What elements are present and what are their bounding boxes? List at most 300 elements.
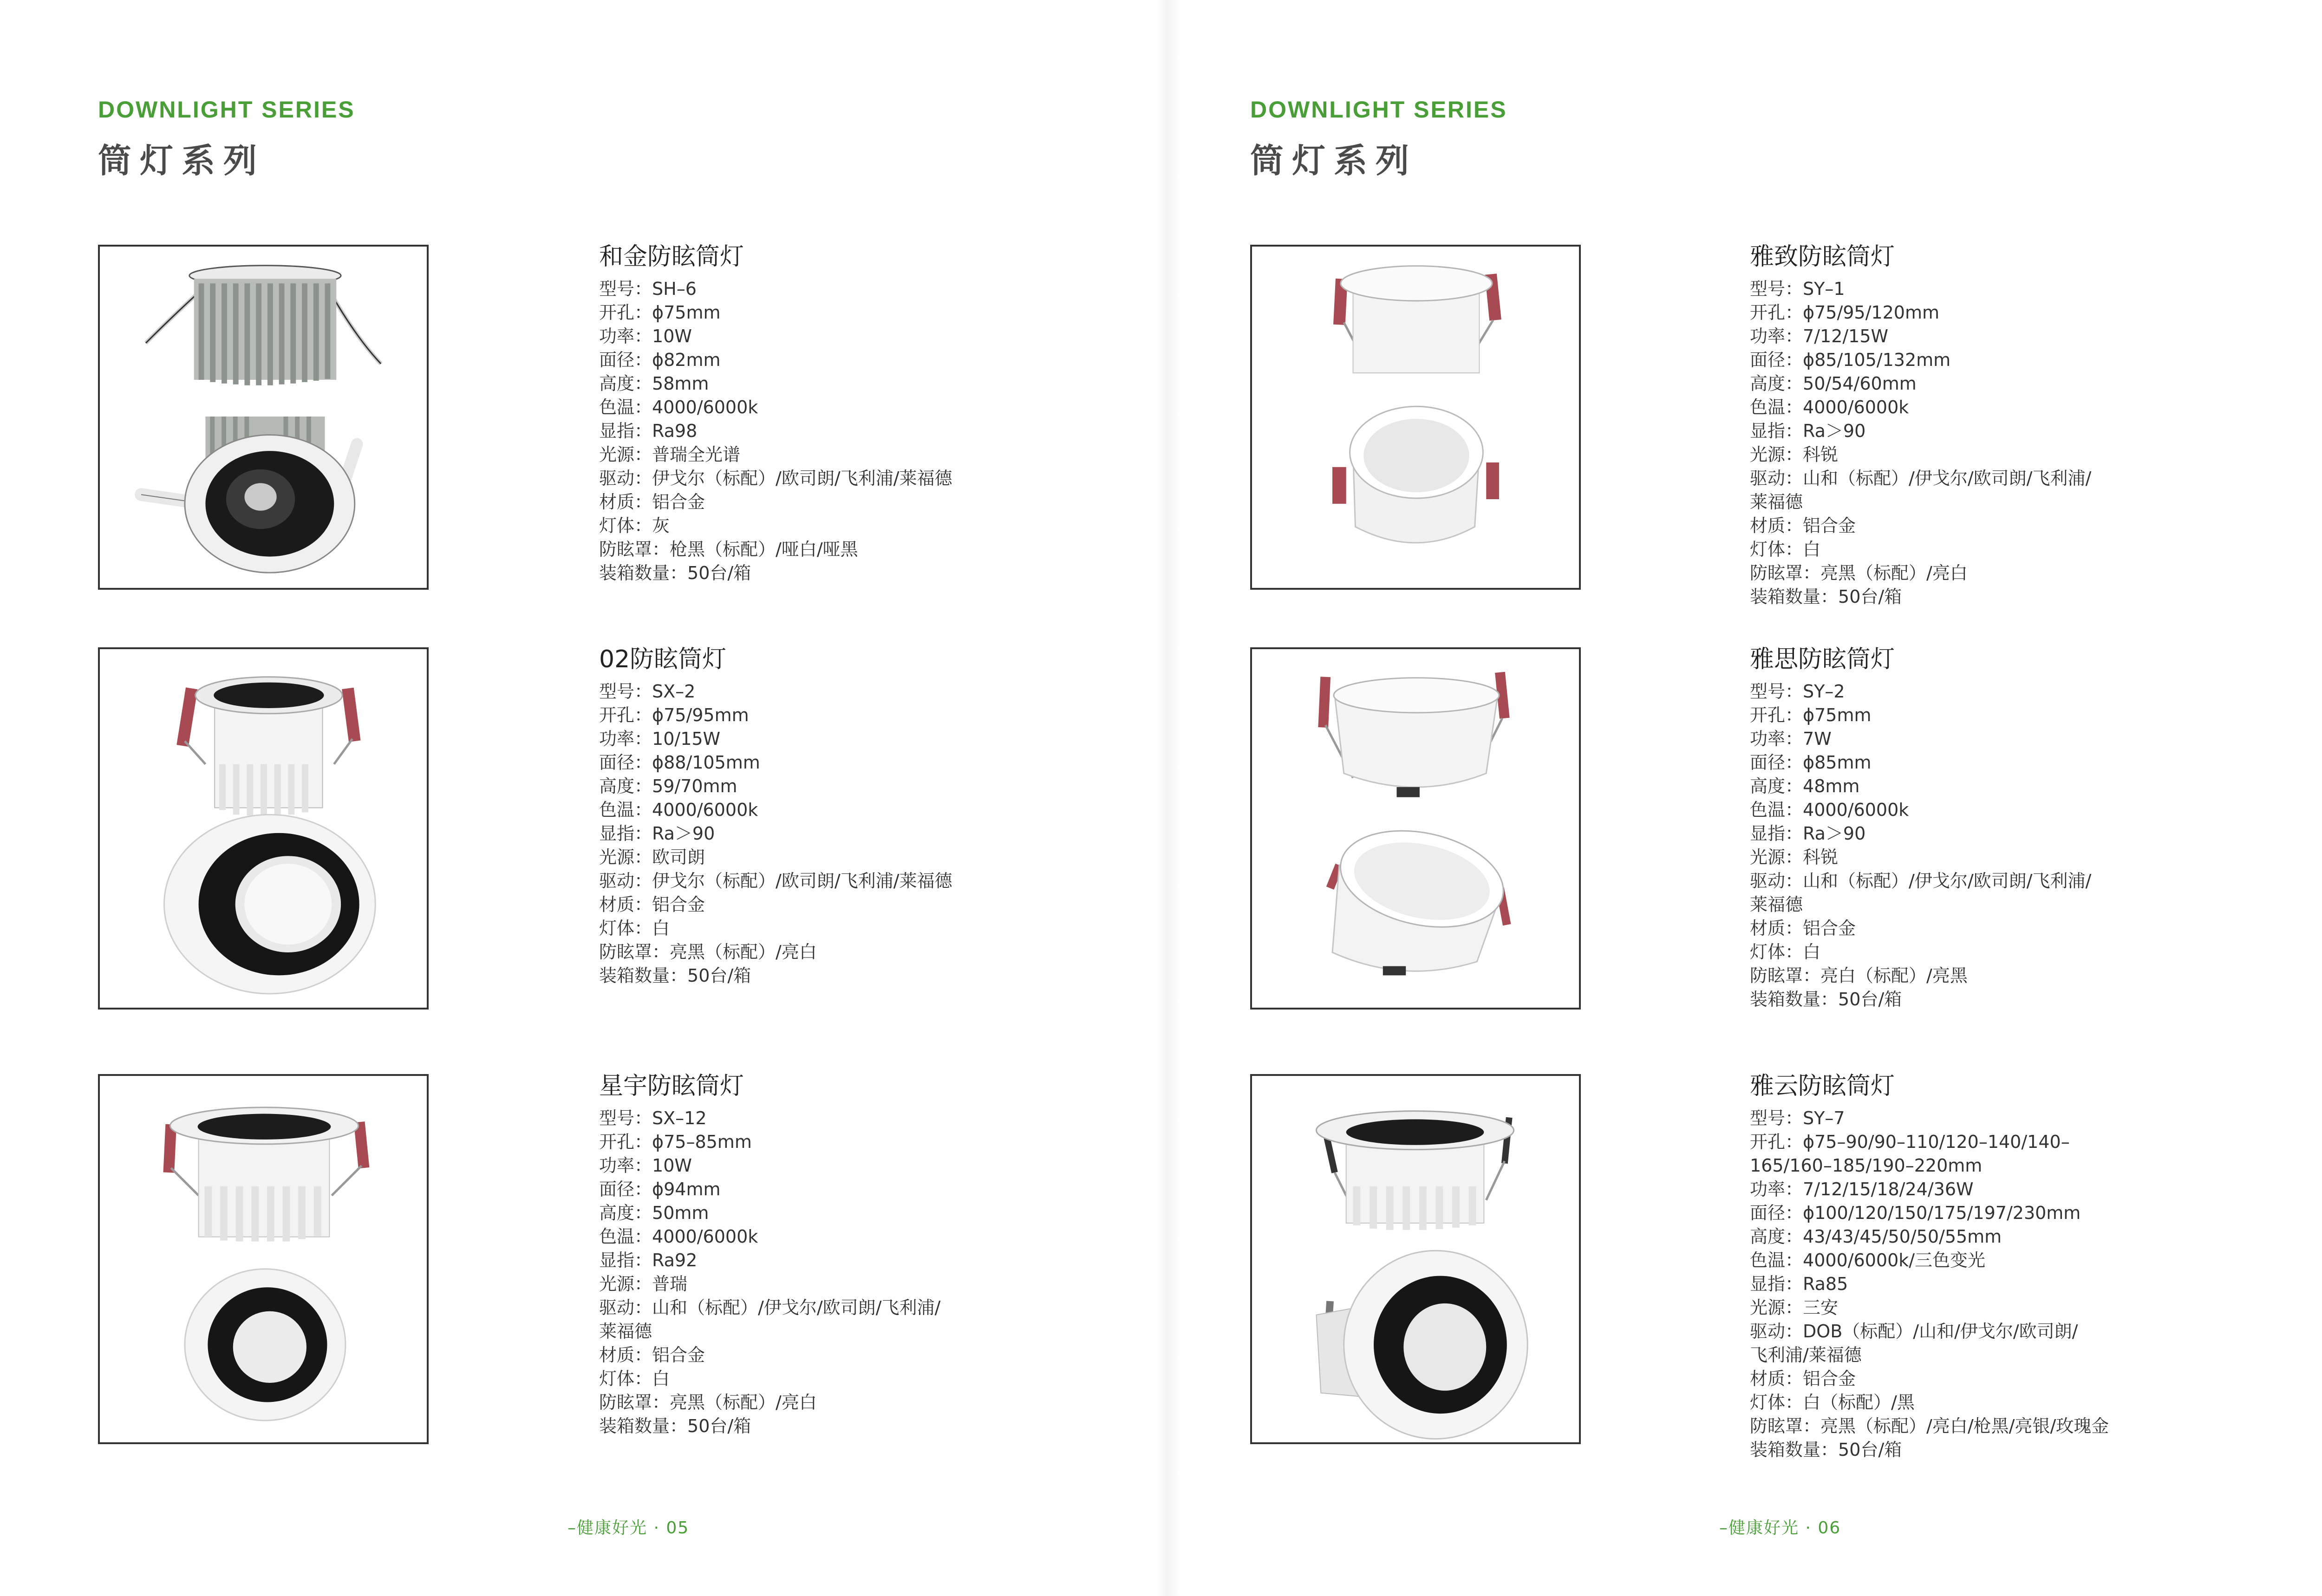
spec-label: 开孔 bbox=[599, 1132, 635, 1152]
spec-row bbox=[599, 1367, 940, 1391]
spec-value: SX–12 bbox=[652, 1108, 707, 1128]
spec-value: 白 bbox=[652, 1368, 670, 1389]
spec-value: 普瑞全光谱 bbox=[652, 444, 741, 465]
spec-label: 型号 bbox=[1750, 1108, 1786, 1128]
spec-row bbox=[599, 561, 952, 585]
spec-value: 50台/箱 bbox=[687, 1416, 751, 1436]
spec-label: 显指 bbox=[1750, 1274, 1786, 1294]
spec-value: SY–1 bbox=[1803, 279, 1845, 299]
spec-value: 铝合金 bbox=[652, 492, 705, 512]
spec-separator: ： bbox=[1785, 468, 1803, 489]
spec-label: 开孔 bbox=[1750, 302, 1786, 323]
spec-separator: ： bbox=[1785, 373, 1803, 394]
spec-separator: ： bbox=[1785, 302, 1803, 323]
spec-separator: ： bbox=[1785, 1203, 1803, 1223]
spec-row bbox=[599, 1107, 940, 1130]
spec-separator: ： bbox=[1785, 539, 1803, 560]
spec-value: ϕ75mm bbox=[1803, 705, 1872, 725]
spec-row bbox=[1750, 1107, 2109, 1130]
spec-label: 防眩罩 bbox=[1750, 965, 1803, 986]
spec-row bbox=[1750, 1201, 2109, 1225]
spec-row bbox=[599, 1178, 940, 1201]
spec-row bbox=[599, 1130, 940, 1154]
spec-label: 防眩罩 bbox=[1750, 1416, 1803, 1436]
spec-separator: ： bbox=[634, 421, 652, 441]
page-right bbox=[1168, 0, 2322, 1596]
spec-value: 白 bbox=[652, 918, 670, 938]
spec-row bbox=[1750, 1225, 2109, 1249]
spec-separator: ： bbox=[634, 681, 652, 702]
spec-row bbox=[1750, 1320, 2109, 1343]
spec-separator: ： bbox=[652, 1392, 670, 1413]
product-photo-sy1 bbox=[1250, 245, 1581, 590]
spec-label: 材质 bbox=[1750, 1368, 1786, 1389]
spec-separator: ： bbox=[634, 515, 652, 536]
spec-row bbox=[1750, 704, 2091, 727]
spec-label: 光源 bbox=[1750, 847, 1786, 867]
spec-row bbox=[599, 798, 952, 822]
spec-value: 48mm bbox=[1803, 776, 1860, 796]
spec-row bbox=[1750, 1367, 2109, 1391]
spec-separator: ： bbox=[634, 1274, 652, 1294]
spec-separator: ： bbox=[1785, 279, 1803, 299]
product-name: 雅思防眩筒灯 bbox=[1750, 645, 1895, 673]
spec-row bbox=[1750, 775, 2091, 798]
spec-separator: ： bbox=[634, 776, 652, 796]
spec-row bbox=[1750, 301, 2091, 325]
spec-separator: ： bbox=[634, 492, 652, 512]
spec-row bbox=[599, 348, 952, 372]
spec-separator: ： bbox=[1803, 965, 1821, 986]
spec-separator: ： bbox=[670, 563, 688, 583]
spec-separator: ： bbox=[634, 729, 652, 749]
spec-separator: ： bbox=[1785, 705, 1803, 725]
product-sx12 bbox=[599, 1074, 940, 1438]
spec-label: 功率 bbox=[599, 1155, 635, 1176]
spec-row bbox=[599, 1225, 940, 1249]
spec-label: 面径 bbox=[599, 350, 635, 370]
spec-label: 灯体 bbox=[1750, 539, 1786, 560]
spec-row bbox=[599, 490, 952, 514]
spec-label: 色温 bbox=[599, 1226, 635, 1247]
spec-value: 科锐 bbox=[1803, 444, 1839, 465]
spec-list bbox=[599, 680, 952, 988]
spec-label: 功率 bbox=[599, 326, 635, 346]
spec-separator: ： bbox=[634, 279, 652, 299]
product-name: 星宇防眩筒灯 bbox=[599, 1072, 744, 1100]
spec-label: 功率 bbox=[1750, 1179, 1786, 1199]
spec-row bbox=[1750, 514, 2091, 538]
spec-value: 4000/6000k bbox=[652, 800, 758, 820]
spec-value: 4000/6000k bbox=[652, 1226, 758, 1247]
spec-label: 面径 bbox=[1750, 752, 1786, 773]
spec-separator: ： bbox=[634, 1108, 652, 1128]
spec-value: 50台/箱 bbox=[687, 563, 751, 583]
spec-separator: ： bbox=[634, 444, 652, 465]
spec-label: 装箱数量 bbox=[1750, 586, 1821, 607]
spec-label: 材质 bbox=[599, 1345, 635, 1365]
series-title-cn: 筒灯系列 bbox=[1250, 141, 1418, 180]
spec-label: 高度 bbox=[1750, 373, 1786, 394]
spec-row bbox=[1750, 443, 2091, 467]
spec-label: 色温 bbox=[599, 800, 635, 820]
spec-label: 开孔 bbox=[599, 302, 635, 323]
spec-label: 高度 bbox=[599, 373, 635, 394]
product-name: 02防眩筒灯 bbox=[599, 645, 727, 673]
spec-value: 铝合金 bbox=[1803, 515, 1856, 536]
spec-row bbox=[599, 443, 952, 467]
spec-label: 型号 bbox=[599, 1108, 635, 1128]
spec-value: ϕ75–85mm bbox=[652, 1132, 752, 1152]
spec-label: 色温 bbox=[1750, 800, 1786, 820]
spec-separator: ： bbox=[1785, 847, 1803, 867]
spec-value: 灰 bbox=[652, 515, 670, 536]
spec-separator: ： bbox=[1785, 752, 1803, 773]
spec-value: ϕ100/120/150/175/197/230mm bbox=[1803, 1203, 2081, 1223]
spec-label: 材质 bbox=[1750, 918, 1786, 938]
spec-label: 灯体 bbox=[1750, 1392, 1786, 1413]
spec-label: 灯体 bbox=[1750, 942, 1786, 962]
spec-separator: ： bbox=[1785, 729, 1803, 749]
spec-separator: ： bbox=[1785, 326, 1803, 346]
spec-row bbox=[599, 893, 952, 917]
spec-value: 43/43/45/50/50/55mm bbox=[1803, 1226, 2002, 1247]
spec-separator: ： bbox=[1785, 1297, 1803, 1318]
spec-row bbox=[599, 751, 952, 775]
spec-row bbox=[599, 680, 952, 704]
spec-value: 山和（标配）/伊戈尔/欧司朗/飞利浦/ bbox=[1803, 871, 2092, 891]
spec-separator: ： bbox=[634, 918, 652, 938]
spec-separator: ： bbox=[634, 894, 652, 915]
spec-row bbox=[1750, 822, 2091, 846]
spec-label: 显指 bbox=[599, 421, 635, 441]
spec-separator: ： bbox=[634, 800, 652, 820]
spec-value: 普瑞 bbox=[652, 1274, 688, 1294]
spec-label: 防眩罩 bbox=[599, 539, 652, 560]
spec-separator: ： bbox=[634, 397, 652, 417]
spec-label: 驱动 bbox=[1750, 468, 1786, 489]
spec-row bbox=[599, 775, 952, 798]
spec-value: 亮黑（标配）/亮白 bbox=[670, 1392, 817, 1413]
spec-separator: ： bbox=[634, 326, 652, 346]
spec-list bbox=[599, 1107, 940, 1438]
spec-row bbox=[1750, 964, 2091, 988]
spec-row bbox=[599, 419, 952, 443]
spec-label: 型号 bbox=[599, 279, 635, 299]
spec-separator: ： bbox=[1785, 871, 1803, 891]
product-name: 雅云防眩筒灯 bbox=[1750, 1072, 1895, 1100]
product-photo-sy2 bbox=[1250, 647, 1581, 1010]
spec-label: 驱动 bbox=[1750, 1321, 1786, 1342]
spec-value: 7/12/15W bbox=[1803, 326, 1889, 346]
spec-row bbox=[1750, 727, 2091, 751]
spec-list bbox=[1750, 680, 2091, 1011]
spec-row bbox=[599, 396, 952, 419]
spec-separator: ： bbox=[652, 942, 670, 962]
spec-separator: ： bbox=[1785, 1274, 1803, 1294]
spec-separator: ： bbox=[634, 1203, 652, 1223]
spec-value: SH–6 bbox=[652, 279, 697, 299]
spec-value: 莱福德 bbox=[1750, 492, 1803, 512]
spec-separator: ： bbox=[634, 1250, 652, 1270]
spec-value: 莱福德 bbox=[599, 1321, 652, 1342]
spec-separator: ： bbox=[634, 468, 652, 489]
spec-label: 开孔 bbox=[599, 705, 635, 725]
spec-separator: ： bbox=[1785, 1368, 1803, 1389]
spec-value: ϕ88/105mm bbox=[652, 752, 760, 773]
spec-label: 驱动 bbox=[1750, 871, 1786, 891]
spec-label: 显指 bbox=[599, 823, 635, 844]
product-name: 和金防眩筒灯 bbox=[599, 243, 744, 271]
spec-separator: ： bbox=[634, 1179, 652, 1199]
spec-value: 莱福德 bbox=[1750, 894, 1803, 915]
spec-value: 铝合金 bbox=[1803, 1368, 1856, 1389]
spec-value: SY–7 bbox=[1803, 1108, 1845, 1128]
spec-label: 装箱数量 bbox=[599, 965, 670, 986]
spec-value: 三安 bbox=[1803, 1297, 1839, 1318]
spec-row bbox=[599, 846, 952, 869]
spec-row bbox=[1750, 680, 2091, 704]
spec-value: 50台/箱 bbox=[1838, 989, 1902, 1010]
spec-row bbox=[599, 1249, 940, 1272]
spec-value: 4000/6000k bbox=[1803, 800, 1909, 820]
spec-separator: ： bbox=[1803, 1416, 1821, 1436]
spec-label: 光源 bbox=[599, 444, 635, 465]
product-sh6 bbox=[599, 245, 952, 585]
spec-label: 灯体 bbox=[599, 918, 635, 938]
spec-value: 165/160–185/190–220mm bbox=[1750, 1155, 1983, 1176]
spec-label: 型号 bbox=[599, 681, 635, 702]
spec-value: 4000/6000k/三色变光 bbox=[1803, 1250, 1986, 1270]
spec-separator: ： bbox=[1785, 1392, 1803, 1413]
spec-label: 开孔 bbox=[1750, 705, 1786, 725]
product-sy1 bbox=[1750, 245, 2091, 609]
spec-row bbox=[1750, 585, 2091, 609]
spec-row bbox=[599, 1320, 940, 1343]
spec-row bbox=[599, 1201, 940, 1225]
spec-separator: ： bbox=[634, 302, 652, 323]
spec-value: SX–2 bbox=[652, 681, 696, 702]
spec-row bbox=[1750, 1296, 2109, 1320]
spec-separator: ： bbox=[634, 1132, 652, 1152]
spec-row bbox=[599, 1414, 940, 1438]
spec-label: 面径 bbox=[599, 1179, 635, 1199]
spec-separator: ： bbox=[634, 823, 652, 844]
spec-value: 伊戈尔（标配）/欧司朗/飞利浦/莱福德 bbox=[652, 468, 952, 489]
spec-label: 装箱数量 bbox=[1750, 989, 1821, 1010]
spec-value: SY–2 bbox=[1803, 681, 1845, 702]
product-photo-sx12 bbox=[98, 1074, 429, 1444]
spec-list bbox=[1750, 1107, 2109, 1462]
spec-value: Ra＞90 bbox=[1803, 421, 1866, 441]
spec-row bbox=[599, 1272, 940, 1296]
spec-separator: ： bbox=[1820, 1440, 1839, 1460]
spec-separator: ： bbox=[1820, 989, 1839, 1010]
series-title-cn: 筒灯系列 bbox=[98, 141, 266, 180]
spec-row bbox=[1750, 325, 2091, 348]
spec-value: Ra＞90 bbox=[1803, 823, 1866, 844]
spec-value: 亮白（标配）/亮黑 bbox=[1820, 965, 1968, 986]
spec-value: ϕ75mm bbox=[652, 302, 721, 323]
spec-label: 驱动 bbox=[599, 1297, 635, 1318]
spec-value: 铝合金 bbox=[652, 1345, 705, 1365]
spec-value: Ra98 bbox=[652, 421, 698, 441]
spec-separator: ： bbox=[670, 965, 688, 986]
product-photo-sx2 bbox=[98, 647, 429, 1010]
spec-label: 型号 bbox=[1750, 279, 1786, 299]
spec-separator: ： bbox=[1785, 1108, 1803, 1128]
spec-value: 铝合金 bbox=[652, 894, 705, 915]
spec-separator: ： bbox=[1785, 1179, 1803, 1199]
spec-row bbox=[599, 514, 952, 538]
spec-separator: ： bbox=[1785, 776, 1803, 796]
spec-label: 面径 bbox=[599, 752, 635, 773]
spec-row bbox=[1750, 1272, 2109, 1296]
spec-separator: ： bbox=[634, 752, 652, 773]
spec-row bbox=[599, 822, 952, 846]
spec-row bbox=[599, 1391, 940, 1414]
spec-row bbox=[1750, 940, 2091, 964]
spec-label: 光源 bbox=[599, 847, 635, 867]
spec-label: 装箱数量 bbox=[599, 1416, 670, 1436]
spec-value: 10W bbox=[652, 1155, 692, 1176]
spec-row bbox=[599, 467, 952, 490]
spec-row bbox=[599, 964, 952, 988]
spec-separator: ： bbox=[634, 1226, 652, 1247]
spec-separator: ： bbox=[1785, 918, 1803, 938]
spec-label: 防眩罩 bbox=[1750, 563, 1803, 583]
spec-value: 科锐 bbox=[1803, 847, 1839, 867]
spec-row bbox=[1750, 1130, 2109, 1154]
spec-value: 亮黑（标配）/亮白 bbox=[670, 942, 817, 962]
spec-row bbox=[1750, 467, 2091, 490]
spec-value: 10/15W bbox=[652, 729, 721, 749]
page-footer: –健康好光 · 05 bbox=[567, 1518, 690, 1537]
spec-value: Ra＞90 bbox=[652, 823, 715, 844]
spec-label: 显指 bbox=[1750, 421, 1786, 441]
spec-row bbox=[1750, 277, 2091, 301]
spec-label: 材质 bbox=[1750, 515, 1786, 536]
spec-value: Ra92 bbox=[652, 1250, 698, 1270]
spec-value: 亮黑（标配）/亮白/枪黑/亮银/玫瑰金 bbox=[1820, 1416, 2109, 1436]
spec-separator: ： bbox=[1785, 350, 1803, 370]
spec-value: 50台/箱 bbox=[1838, 586, 1902, 607]
spec-separator: ： bbox=[1785, 823, 1803, 844]
spec-value: 50mm bbox=[652, 1203, 709, 1223]
spec-row bbox=[599, 1296, 940, 1320]
spec-separator: ： bbox=[634, 1297, 652, 1318]
spec-label: 色温 bbox=[1750, 1250, 1786, 1270]
spec-separator: ： bbox=[1785, 1132, 1803, 1152]
spec-value: 白（标配）/黑 bbox=[1803, 1392, 1915, 1413]
spec-label: 显指 bbox=[1750, 823, 1786, 844]
spec-row bbox=[1750, 1249, 2109, 1272]
spec-separator: ： bbox=[1785, 1226, 1803, 1247]
spec-value: 59/70mm bbox=[652, 776, 737, 796]
spec-separator: ： bbox=[1785, 1250, 1803, 1270]
spec-row bbox=[1750, 561, 2091, 585]
spec-separator: ： bbox=[1820, 586, 1839, 607]
spec-value: ϕ75/95mm bbox=[652, 705, 749, 725]
spec-separator: ： bbox=[634, 1345, 652, 1365]
spec-label: 防眩罩 bbox=[599, 1392, 652, 1413]
spec-row bbox=[599, 940, 952, 964]
spec-separator: ： bbox=[1785, 421, 1803, 441]
spec-label: 材质 bbox=[599, 492, 635, 512]
spec-value: 4000/6000k bbox=[1803, 397, 1909, 417]
spec-value: 铝合金 bbox=[1803, 918, 1856, 938]
spec-value: 58mm bbox=[652, 373, 709, 394]
spec-row bbox=[599, 869, 952, 893]
spec-value: 白 bbox=[1803, 942, 1821, 962]
spec-value: 50/54/60mm bbox=[1803, 373, 1917, 394]
spec-label: 高度 bbox=[1750, 776, 1786, 796]
spec-label: 材质 bbox=[599, 894, 635, 915]
spec-label: 光源 bbox=[599, 1274, 635, 1294]
spec-row bbox=[1750, 348, 2091, 372]
product-photo-sh6 bbox=[98, 245, 429, 590]
spec-row bbox=[599, 325, 952, 348]
spec-value: DOB（标配）/山和/伊戈尔/欧司朗/ bbox=[1803, 1321, 2078, 1342]
spec-row bbox=[1750, 869, 2091, 893]
series-title-en: DOWNLIGHT SERIES bbox=[1250, 97, 1507, 123]
spec-list bbox=[1750, 277, 2091, 609]
spec-value: 10W bbox=[652, 326, 692, 346]
spec-separator: ： bbox=[1785, 1321, 1803, 1342]
spec-label: 开孔 bbox=[1750, 1132, 1786, 1152]
spec-value: ϕ85mm bbox=[1803, 752, 1872, 773]
spec-label: 装箱数量 bbox=[599, 563, 670, 583]
spec-value: 亮黑（标配）/亮白 bbox=[1820, 563, 1968, 583]
spec-value: ϕ75–90/90–110/120–140/140– bbox=[1803, 1132, 2070, 1152]
spec-label: 色温 bbox=[599, 397, 635, 417]
spec-separator: ： bbox=[634, 350, 652, 370]
spec-value: ϕ82mm bbox=[652, 350, 721, 370]
spec-label: 色温 bbox=[1750, 397, 1786, 417]
spec-row bbox=[1750, 396, 2091, 419]
product-sx2 bbox=[599, 647, 952, 988]
spec-row bbox=[1750, 917, 2091, 940]
spec-row bbox=[1750, 893, 2091, 917]
spec-value: 飞利浦/莱福德 bbox=[1750, 1345, 1862, 1365]
spec-value: ϕ85/105/132mm bbox=[1803, 350, 1951, 370]
product-name: 雅致防眩筒灯 bbox=[1750, 243, 1895, 271]
spec-row bbox=[599, 1343, 940, 1367]
spec-row bbox=[1750, 372, 2091, 396]
spec-row bbox=[1750, 1391, 2109, 1414]
spec-row bbox=[599, 277, 952, 301]
spec-row bbox=[599, 1154, 940, 1178]
spec-row bbox=[599, 704, 952, 727]
spec-value: ϕ75/95/120mm bbox=[1803, 302, 1939, 323]
spec-label: 功率 bbox=[1750, 326, 1786, 346]
spec-label: 装箱数量 bbox=[1750, 1440, 1821, 1460]
series-title-en: DOWNLIGHT SERIES bbox=[98, 97, 355, 123]
spec-label: 驱动 bbox=[599, 871, 635, 891]
spec-label: 光源 bbox=[1750, 1297, 1786, 1318]
spec-list bbox=[599, 277, 952, 585]
spec-value: 7W bbox=[1803, 729, 1832, 749]
spec-separator: ： bbox=[1785, 444, 1803, 465]
spec-row bbox=[1750, 1343, 2109, 1367]
spec-value: 4000/6000k bbox=[652, 397, 758, 417]
product-sy7 bbox=[1750, 1074, 2109, 1462]
spec-label: 功率 bbox=[1750, 729, 1786, 749]
spec-separator: ： bbox=[1785, 800, 1803, 820]
spec-row bbox=[599, 727, 952, 751]
spec-value: 山和（标配）/伊戈尔/欧司朗/飞利浦/ bbox=[652, 1297, 941, 1318]
product-photo-sy7 bbox=[1250, 1074, 1581, 1444]
